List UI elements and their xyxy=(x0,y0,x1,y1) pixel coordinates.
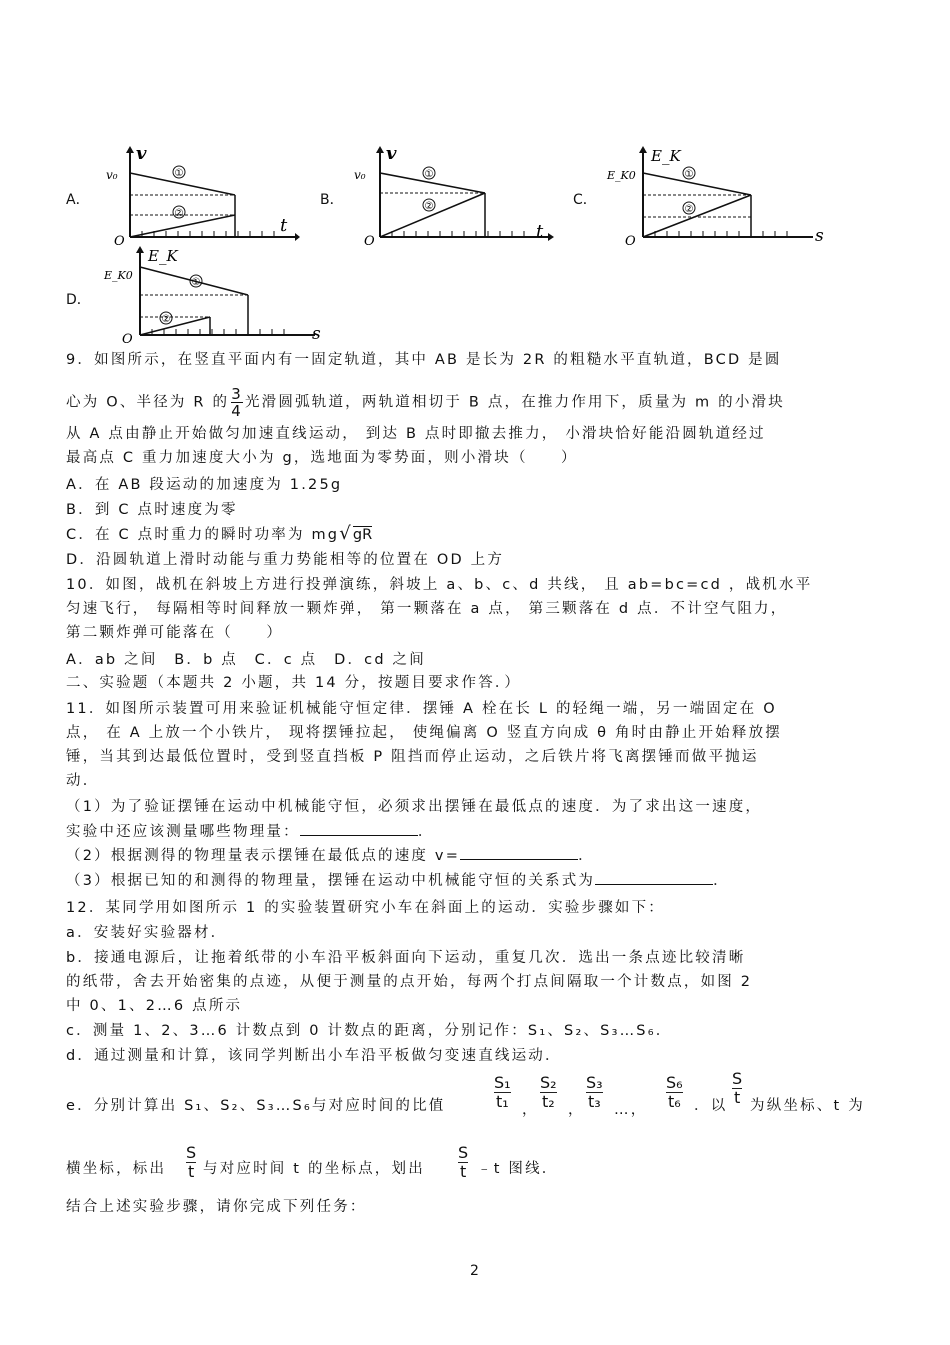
svg-text:s: s xyxy=(815,226,824,245)
sqrt-symbol: √ xyxy=(339,523,353,544)
q10-line1: 10．如图，战机在斜坡上方进行投弹演练，斜坡上 a、b、c、d 共线， 且 ab=bc=cd ，战机水平 xyxy=(66,577,813,593)
answer-blank-2[interactable] xyxy=(460,859,578,860)
q12-step-b3: 中 0、1、2…6 点所示 xyxy=(66,998,243,1014)
q11-part2: （2）根据测得的物理量表示摆锤在最低点的速度 v= ． xyxy=(66,848,595,864)
q12-line1: 12．某同学用如图所示 1 的实验装置研究小车在斜面上的运动．实验步骤如下： xyxy=(66,900,665,916)
q9-line1: 9．如图所示，在竖直平面内有一固定轨道，其中 AB 是长为 2R 的粗糙水平直轨道，BCD 是圆 xyxy=(66,352,782,368)
option-c-label: C． xyxy=(573,192,597,208)
q9-fraction: $\frac{3}{4}$ xyxy=(231,385,243,420)
svg-text:②: ② xyxy=(424,201,434,212)
fraction-s6-t6: S₆ t₆ xyxy=(666,1073,683,1111)
answer-blank-3[interactable] xyxy=(595,884,713,885)
q11-line2: 点， 在 A 上放一个小铁片， 现将摆锤拉起， 使绳偏离 O 竖直方向成 θ 角时由静止开始释放摆 xyxy=(66,725,782,741)
q12-step-a: a．安装好实验器材． xyxy=(66,925,228,941)
q11-part3: （3）根据已知的和测得的物理量，摆锤在运动中机械能守恒的关系式为 ． xyxy=(66,873,730,889)
fraction-s3-t3: S₃ t₃ xyxy=(586,1073,603,1111)
q11-part1: （1）为了验证摆锤在运动中机械能守恒，必须求出摆锤在最低点的速度．为了求出这一速度， xyxy=(66,799,763,815)
q12-step-b2: 的纸带，舍去开始密集的点迹，从便于测量的点开始，每两个打点间隔取一个计数点，如图 2 xyxy=(66,974,753,990)
option-b-label: B． xyxy=(320,192,344,208)
fraction-s-t-2: S t xyxy=(186,1143,197,1181)
q12-task: 结合上述实验步骤，请你完成下列任务： xyxy=(66,1199,367,1215)
option-d-label: D． xyxy=(66,292,91,308)
q10-line2: 匀速飞行， 每隔相等时间释放一颗炸弹， 第一颗落在 a 点， 第三颗落在 d 点．不计空气阻力， xyxy=(66,601,788,617)
q11-line1: 11．如图所示装置可用来验证机械能守恒定律．摆锤 A 栓在长 L 的轻绳一端，另一端固定在 O xyxy=(66,701,777,717)
q9-option-a: A．在 AB 段运动的加速度为 1.25g xyxy=(66,477,343,493)
section-heading: 二、实验题（本题共 2 小题，共 14 分，按题目要求作答．） xyxy=(66,675,522,691)
svg-text:①: ① xyxy=(424,169,434,180)
svg-text:t: t xyxy=(280,215,288,236)
svg-text:s: s xyxy=(312,324,321,344)
svg-text:O: O xyxy=(625,234,636,245)
q9-line2-a: 心为 O、半径为 R 的 xyxy=(66,394,230,411)
q11-part1b: 实验中还应该测量哪些物理量： ． xyxy=(66,824,435,840)
graph-option-a xyxy=(100,145,300,245)
svg-text:①: ① xyxy=(191,277,201,288)
svg-text:O: O xyxy=(122,332,133,345)
q12-step-d: d．通过测量和计算，该同学判断出小车沿平板做匀变速直线运动． xyxy=(66,1048,562,1064)
q10-line3: 第二颗炸弹可能落在（ ） xyxy=(66,625,284,641)
graph-option-c xyxy=(603,145,833,245)
fraction-s-t-3: S t xyxy=(458,1143,469,1181)
svg-text:v₀: v₀ xyxy=(354,168,366,182)
fraction-s-t-1: S t xyxy=(732,1069,743,1107)
svg-text:E_K0: E_K0 xyxy=(104,269,133,282)
q9-line4: 最高点 C 重力加速度大小为 g，选地面为零势面，则小滑块（ ） xyxy=(66,450,578,466)
answer-blank-1[interactable] xyxy=(300,835,418,836)
q9-option-b: B．到 C 点时速度为零 xyxy=(66,502,238,518)
svg-text:①: ① xyxy=(174,168,184,179)
fraction-s2-t2: S₂ t₂ xyxy=(540,1073,557,1111)
svg-text:E_K: E_K xyxy=(651,147,681,165)
svg-text:v: v xyxy=(386,145,397,164)
svg-text:②: ② xyxy=(684,204,694,215)
svg-text:E_K: E_K xyxy=(148,247,178,265)
q12-step-c: c．测量 1、2、3…6 计数点到 0 计数点的距离，分别记作：S₁、S₂、S₃…S₆． xyxy=(66,1023,673,1039)
q9-line2 xyxy=(66,386,785,419)
q11-line4: 动． xyxy=(66,773,100,789)
q9-line2-b: 光滑圆弧轨道，两轨道相切于 B 点，在推力作用下，质量为 m 的小滑块 xyxy=(244,394,785,411)
q11-line3: 锤，当其到达最低位置时，受到竖直挡板 P 阻挡而停止运动，之后铁片将飞离摆锤而做平抛运 xyxy=(66,749,759,765)
q9-line3: 从 A 点由静止开始做匀加速直线运动， 到达 B 点时即撤去推力， 小滑块恰好能沿圆轨道经过 xyxy=(66,426,766,442)
page-number: 2 xyxy=(470,1263,479,1279)
q9-option-c: C．在 C 点时重力的瞬时功率为 mg√gR xyxy=(66,523,373,544)
q12-step-e-pre: e．分别计算出 S₁、S₂、S₃…S₆与对应时间的比值 xyxy=(66,1098,446,1114)
svg-text:O: O xyxy=(364,234,375,245)
svg-text:O: O xyxy=(114,234,125,245)
svg-text:v₀: v₀ xyxy=(106,168,118,182)
graph-option-d xyxy=(100,245,335,345)
svg-text:E_K0: E_K0 xyxy=(607,169,636,182)
q12-step-b1: b．接通电源后，让拖着纸带的小车沿平板斜面向下运动，重复几次．选出一条点迹比较清晰 xyxy=(66,950,746,966)
q10-options: A．ab 之间 B．b 点 C．c 点 D．cd 之间 xyxy=(66,652,426,668)
svg-text:①: ① xyxy=(684,169,694,180)
svg-text:②: ② xyxy=(174,208,184,219)
q9-option-d: D．沿圆轨道上滑时动能与重力势能相等的位置在 OD 上方 xyxy=(66,552,505,568)
option-a-label: A． xyxy=(66,192,90,208)
graph-option-b xyxy=(350,145,555,245)
svg-text:v: v xyxy=(136,145,147,164)
svg-text:②: ② xyxy=(161,314,171,325)
svg-text:t: t xyxy=(536,221,544,242)
fraction-s1-t1: S₁ t₁ xyxy=(494,1073,511,1111)
